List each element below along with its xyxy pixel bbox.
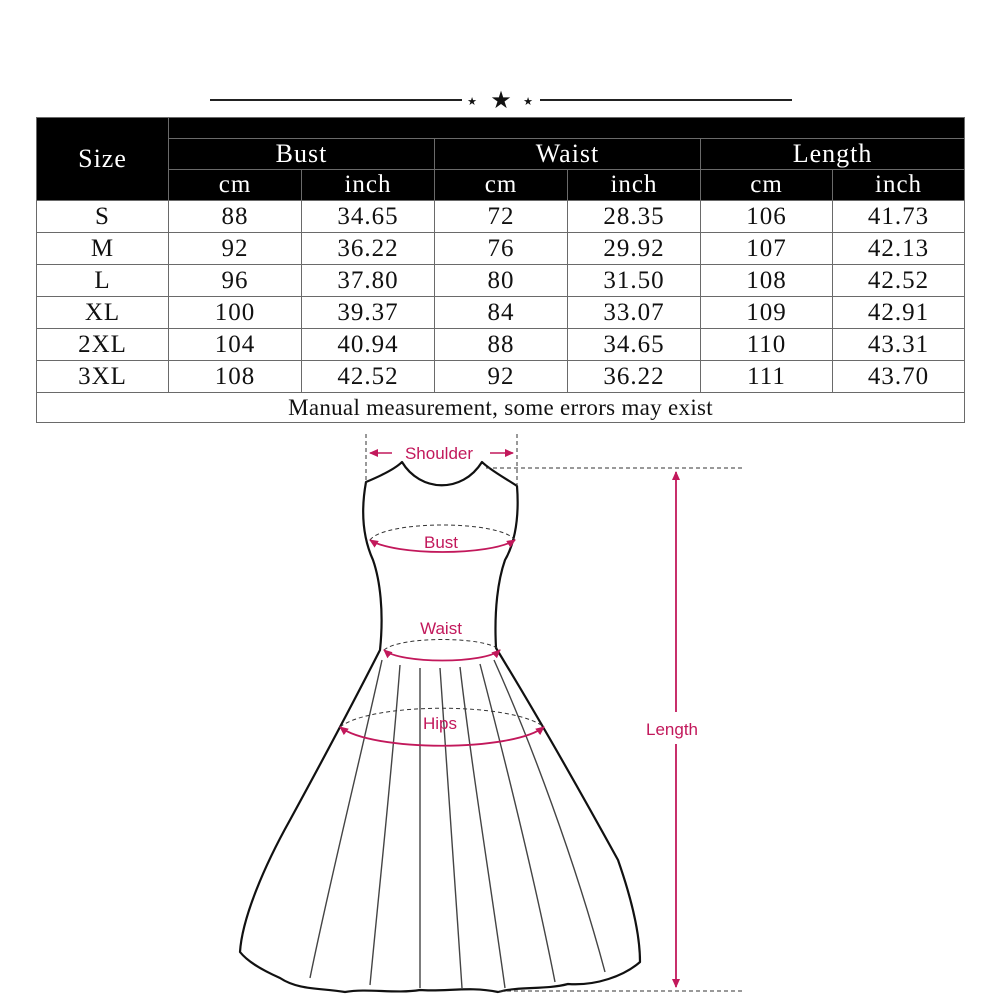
measurement-cell: 92 [169, 233, 302, 265]
measurement-cell: 29.92 [568, 233, 701, 265]
measurement-cell: 104 [169, 329, 302, 361]
size-cell: L [37, 265, 169, 297]
table-body [37, 201, 965, 393]
waist-header: Waist [435, 139, 701, 170]
shoulder-measure [366, 434, 517, 486]
measurement-cell: 76 [435, 233, 568, 265]
measurement-cell: 88 [435, 329, 568, 361]
measurement-cell: 43.70 [833, 361, 965, 393]
measurement-cell: 40.94 [302, 329, 435, 361]
measurement-cell: 41.73 [833, 201, 965, 233]
skirt-folds [310, 660, 605, 988]
measurement-cell: 109 [701, 297, 833, 329]
measurement-cell: 107 [701, 233, 833, 265]
measurement-cell: 80 [435, 265, 568, 297]
length-label: Length [646, 720, 698, 739]
measurement-cell: 39.37 [302, 297, 435, 329]
size-header: Size [37, 118, 169, 201]
header-unit-row [37, 170, 965, 201]
unit-header: inch [833, 170, 965, 201]
star-icon: ★ [490, 88, 512, 114]
measurement-cell: 43.31 [833, 329, 965, 361]
measurement-cell: 31.50 [568, 265, 701, 297]
hips-label: Hips [422, 714, 458, 733]
size-cell: M [37, 233, 169, 265]
measurement-cell: 33.07 [568, 297, 701, 329]
table-row [37, 297, 965, 329]
small-star-icon: ★ [467, 96, 477, 108]
measurement-cell: 42.13 [833, 233, 965, 265]
measurement-cell: 84 [435, 297, 568, 329]
bust-header: Bust [169, 139, 435, 170]
measurement-cell: 34.65 [568, 329, 701, 361]
dress-measurement-diagram [0, 425, 1000, 1000]
measurement-cell: 88 [169, 201, 302, 233]
header-top-bar [37, 118, 965, 139]
measurement-cell: 108 [701, 265, 833, 297]
measurement-note: Manual measurement, some errors may exist [37, 393, 965, 423]
table-row [37, 233, 965, 265]
unit-header: cm [435, 170, 568, 201]
note-row [37, 393, 965, 423]
measurement-cell: 92 [435, 361, 568, 393]
waist-label: Waist [420, 619, 462, 638]
unit-header: inch [568, 170, 701, 201]
measurement-cell: 36.22 [302, 233, 435, 265]
shoulder-label: Shoulder [404, 444, 474, 463]
unit-header: inch [302, 170, 435, 201]
hips-measure [340, 708, 544, 746]
decorative-divider [0, 80, 1000, 120]
measurement-cell: 110 [701, 329, 833, 361]
measurement-cell: 37.80 [302, 265, 435, 297]
unit-header: cm [701, 170, 833, 201]
size-cell: 2XL [37, 329, 169, 361]
small-star-icon: ★ [523, 96, 533, 108]
measurement-cell: 28.35 [568, 201, 701, 233]
table-row [37, 201, 965, 233]
header-group-row [37, 139, 965, 170]
measurement-cell: 34.65 [302, 201, 435, 233]
table-row [37, 361, 965, 393]
length-header: Length [701, 139, 965, 170]
measurement-cell: 106 [701, 201, 833, 233]
table-row [37, 265, 965, 297]
size-chart-table [36, 117, 965, 423]
size-cell: XL [37, 297, 169, 329]
bust-label: Bust [423, 533, 459, 552]
header-blank-band [169, 118, 965, 139]
measurement-cell: 42.52 [833, 265, 965, 297]
unit-header: cm [169, 170, 302, 201]
measurement-cell: 111 [701, 361, 833, 393]
length-measure [486, 468, 745, 991]
measurement-cell: 42.52 [302, 361, 435, 393]
measurement-cell: 72 [435, 201, 568, 233]
measurement-cell: 42.91 [833, 297, 965, 329]
measurement-cell: 100 [169, 297, 302, 329]
table-row [37, 329, 965, 361]
bust-measure [370, 525, 515, 552]
measurement-cell: 96 [169, 265, 302, 297]
size-cell: 3XL [37, 361, 169, 393]
size-cell: S [37, 201, 169, 233]
measurement-cell: 36.22 [568, 361, 701, 393]
measurement-cell: 108 [169, 361, 302, 393]
waist-measure [384, 619, 500, 661]
